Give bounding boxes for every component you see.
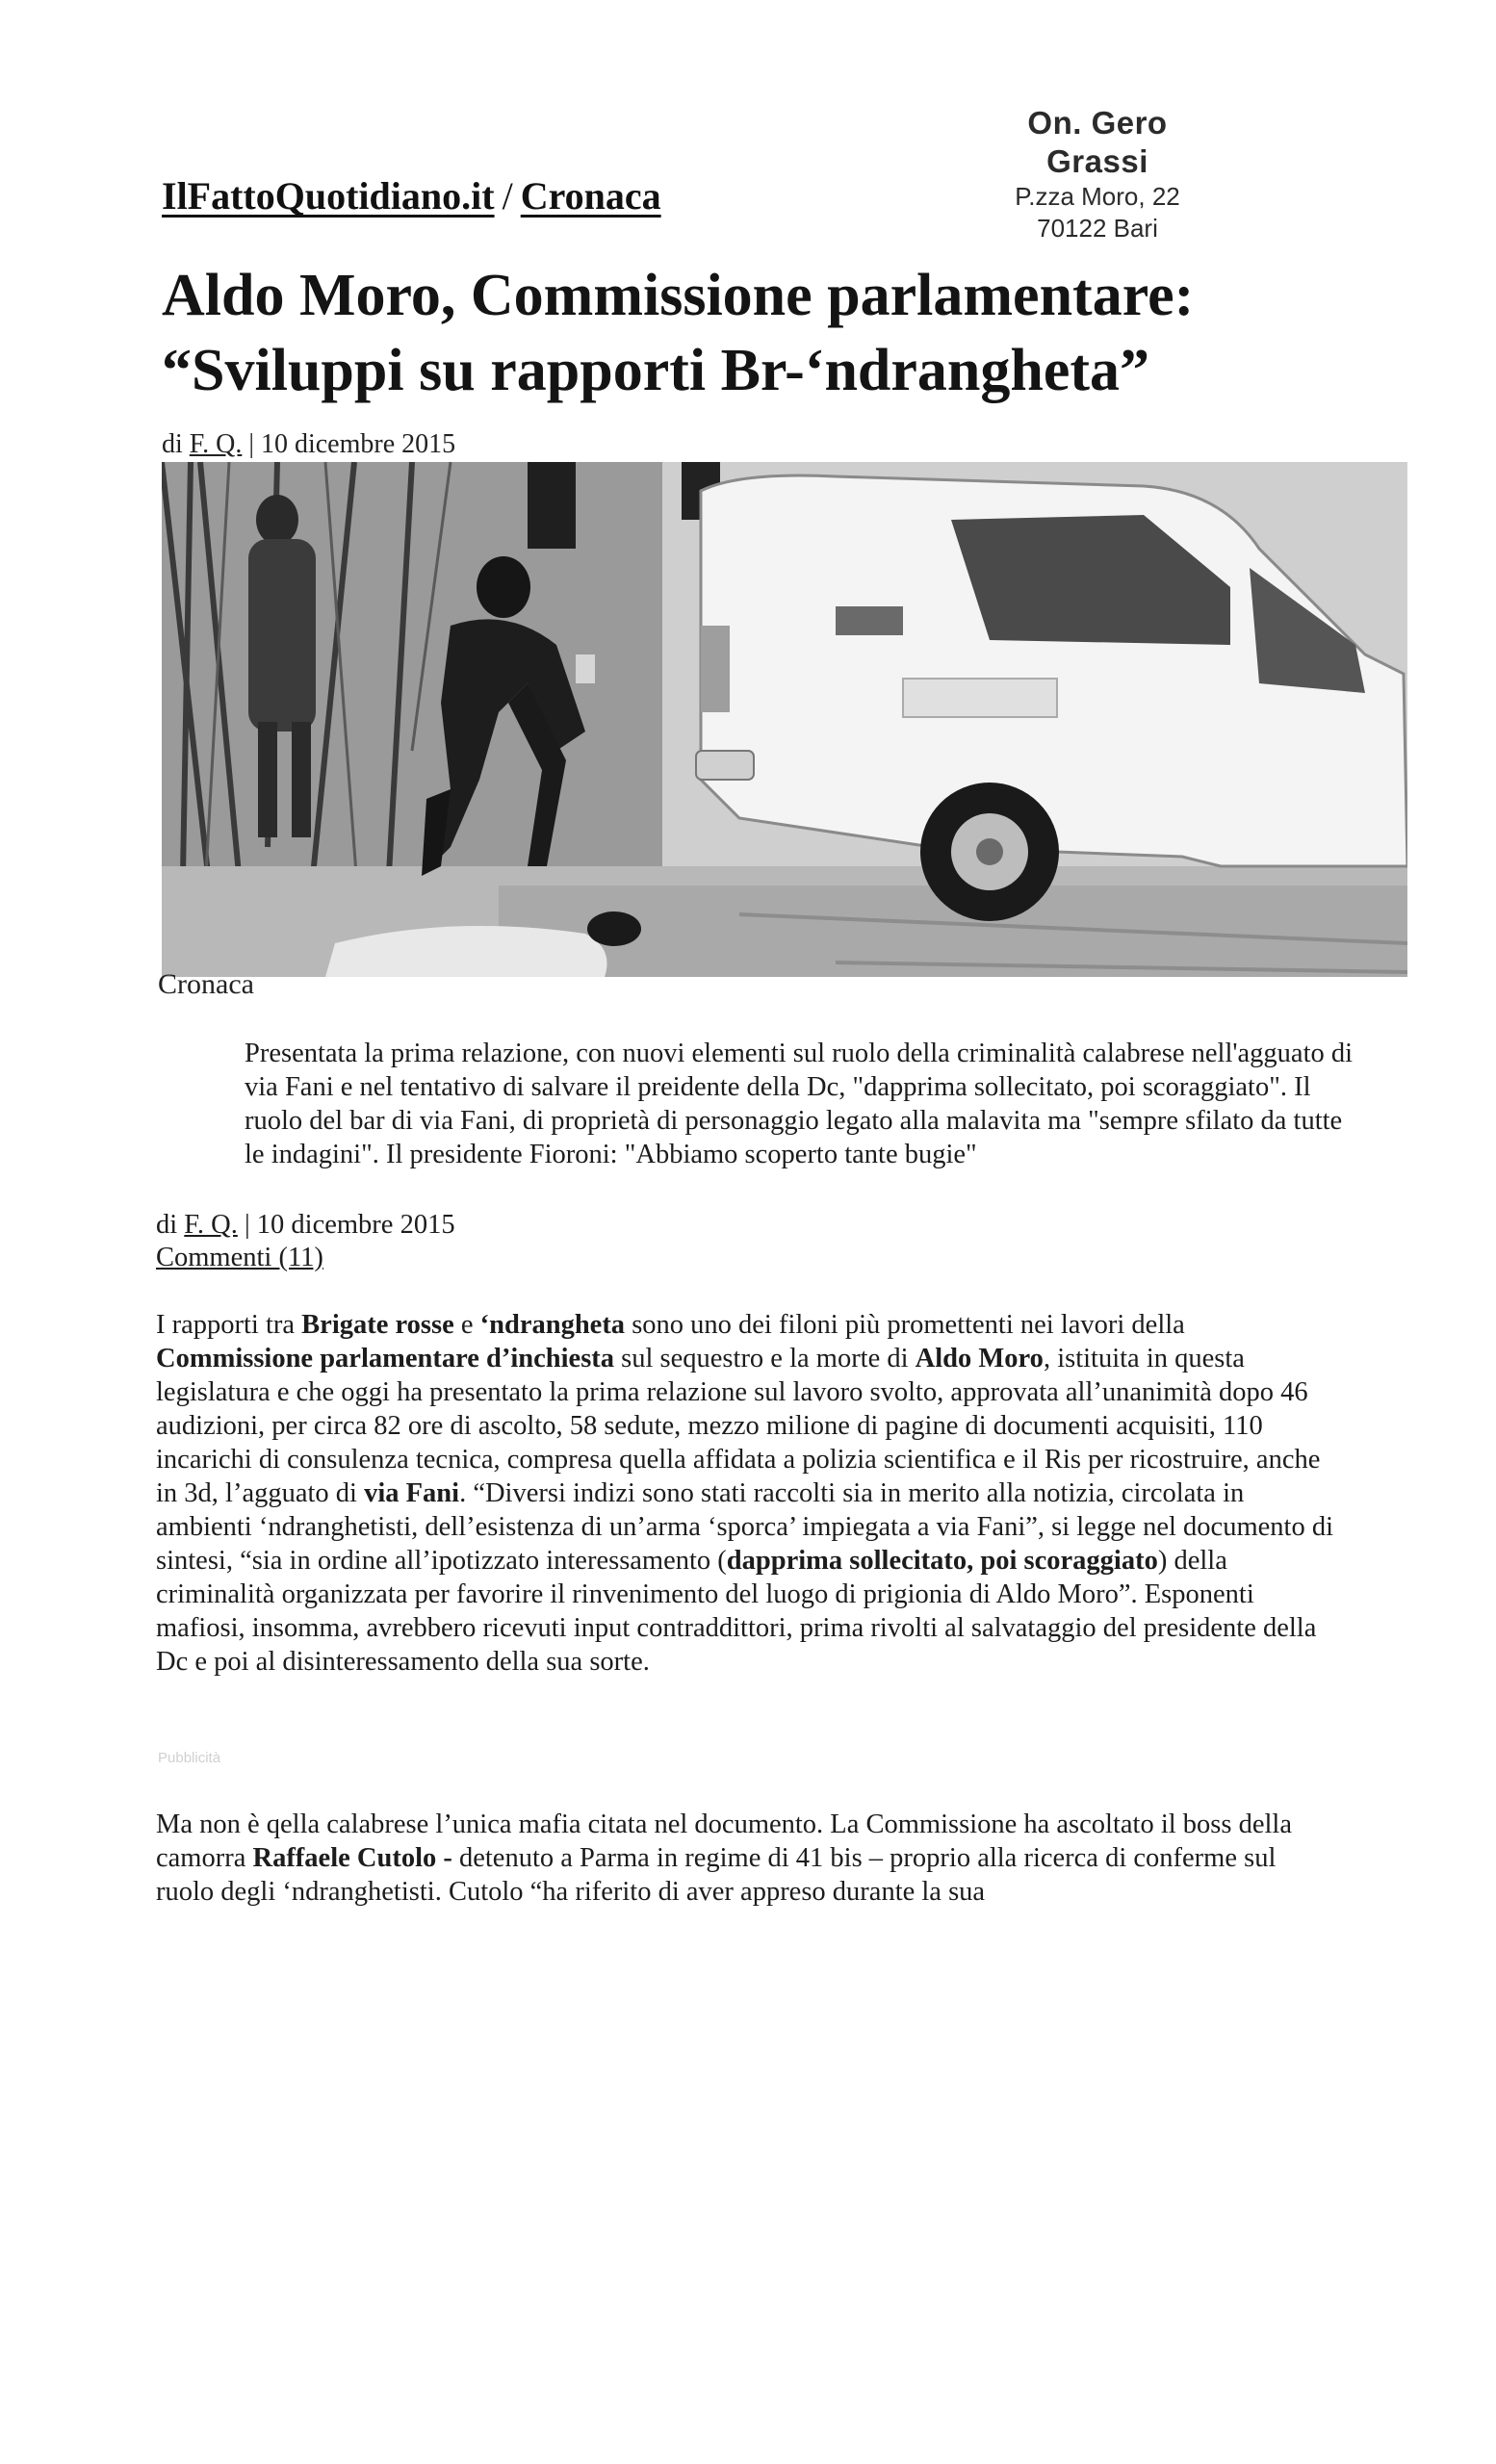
p1-text: sul sequestro e la morte di	[614, 1344, 916, 1373]
byline	[162, 429, 455, 460]
p1-text: I rapporti tra	[156, 1310, 302, 1340]
p2-text: Ma non è qella calabrese l’unica mafia citata nel documento. La Commissione ha ascoltato il boss della camorra	[156, 1810, 1292, 1873]
ad-label: Pubblicità	[158, 1750, 221, 1766]
article-summary: Presentata la prima relazione, con nuovi elementi sul ruolo della criminalità calabrese nell'agguato di via Fani e nel tentativo di salvare il preidente della Dc, "dapprima sollecitato, poi scoraggiato". Il ruolo del bar di via Fani, di proprietà di personaggio legato alla malavita ma "sempre sfilato da tutte le indagini". Il presidente Fioroni: "Abbiamo scoperto tante bugie"	[245, 1039, 1354, 1169]
p1-bold: dapprima sollecitato, poi scoraggiato	[726, 1546, 1158, 1576]
author-link[interactable]: F. Q.	[189, 429, 243, 459]
p2-text: detenuto a Parma in regime di 41 bis – proprio alla ricerca di conferme sul ruolo degli ‘ndranghetisti. Cutolo “ha riferito di aver appreso durante la sua	[156, 1843, 1277, 1907]
stamp-name: On. Gero Grassi	[1027, 105, 1168, 179]
photo-illustration	[162, 462, 1407, 977]
p1-text: e	[453, 1310, 480, 1340]
article-photo	[162, 462, 1407, 977]
title-line-1: Aldo Moro, Commissione parlamentare:	[162, 263, 1195, 328]
meta-byline-separator: |	[244, 1210, 250, 1240]
stamp-city: 70122 Bari	[1037, 214, 1158, 243]
site-link[interactable]: IlFattoQuotidiano.it	[162, 174, 495, 218]
article-meta	[156, 1209, 455, 1274]
p1-text: ) della criminalità organizzata per favorire il rinvenimento del luogo di prigionia di Aldo Moro”. Esponenti mafiosi, insomma, avrebbero ricevuti input contraddittori, prima rivolti al salvataggio del presidente della Dc e poi al disinteressamento della sua sorte.	[156, 1546, 1317, 1677]
breadcrumb-separator: /	[502, 174, 513, 218]
byline-date: 10 dicembre 2015	[260, 429, 456, 459]
p1-text: . “Diversi indizi sono stati raccolti sia in merito alla notizia, circolata in ambienti ‘ndranghetisti, dell’esistenza di un’arma ‘sporca’ impiegata a via Fani”, si legge nel documento di sintesi, “sia in ordine all’ipotizzato interessamento (	[156, 1478, 1333, 1576]
address-stamp	[982, 104, 1213, 244]
p1-bold: via Fani	[364, 1478, 460, 1508]
stamp-address: P.zza Moro, 22	[1015, 182, 1180, 211]
p1-text: sono uno dei filoni più promettenti nei lavori della	[625, 1310, 1185, 1340]
article-title	[162, 258, 1259, 408]
meta-date: 10 dicembre 2015	[256, 1210, 455, 1240]
byline-prefix: di	[162, 429, 183, 459]
article-paragraph-1	[156, 1308, 1340, 1679]
p1-bold: Brigate rosse	[301, 1310, 454, 1340]
byline-separator: |	[248, 429, 254, 459]
p1-text: , istituita in questa legislatura e che oggi ha presentato la prima relazione sul lavoro svolto, approvata all’unanimità dopo 46 audizioni, per circa 82 ore di ascolto, 58 sedute, mezzo milione di pagine di documenti acquisiti, 110 incarichi di consulenza tecnica, compresa quella affidata a polizia scientifica e il Ris per ricostruire, anche in 3d, l’agguato di	[156, 1344, 1321, 1508]
p1-bold: ‘ndrangheta	[479, 1310, 626, 1340]
meta-author-link[interactable]: F. Q.	[184, 1210, 238, 1240]
meta-byline	[156, 1209, 455, 1242]
article-paragraph-2	[156, 1808, 1340, 1909]
title-line-2: “Sviluppi su rapporti Br-‘ndrangheta”	[162, 338, 1150, 403]
photo-caption: Cronaca	[158, 968, 254, 1000]
p2-bold: Raffaele Cutolo -	[252, 1843, 452, 1873]
comments-link[interactable]: Commenti (11)	[156, 1243, 323, 1272]
p1-bold: Aldo Moro	[915, 1344, 1044, 1373]
breadcrumb	[162, 173, 661, 218]
meta-byline-prefix: di	[156, 1210, 178, 1240]
p1-bold: Commissione parlamentare d’inchiesta	[156, 1344, 615, 1373]
section-link[interactable]: Cronaca	[520, 174, 661, 218]
